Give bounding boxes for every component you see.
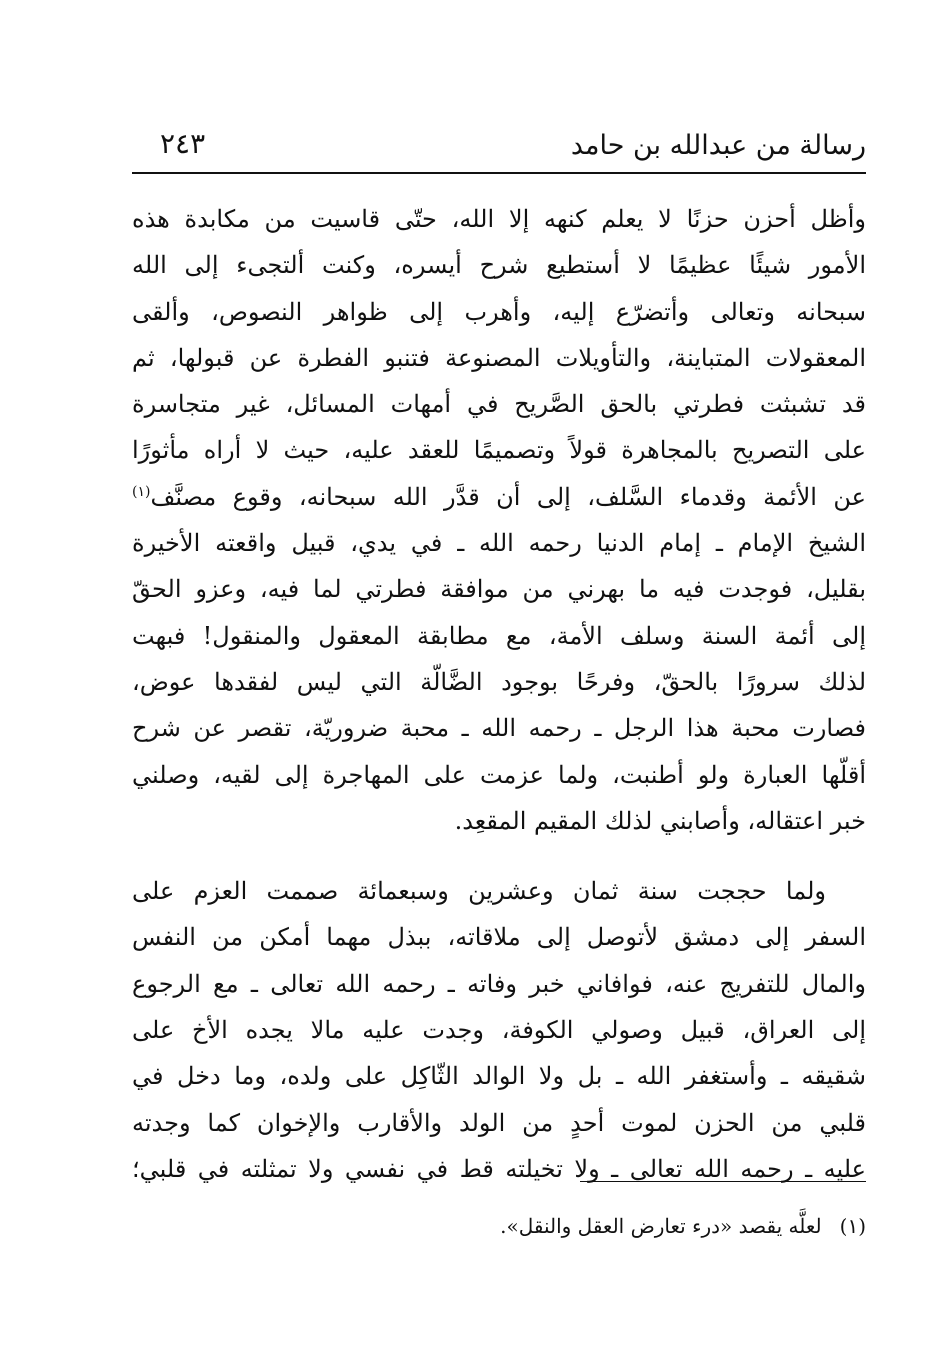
page-number: ٢٤٣ (160, 127, 206, 160)
text-line: أقلّها العبارة ولو أطنبت، ولما عزمت على المهاجرة إلى لقيه، وصلني (132, 760, 866, 789)
footnote-text: لعلَّه يقصد «درء تعارض العقل والنقل». (500, 1214, 822, 1238)
paragraph (132, 868, 866, 1192)
running-title: رسالة من عبدالله بن حامد (570, 130, 866, 161)
text-line-content: عن الأئمة وقدماء السَّلف، إلى أن قدَّر الله سبحانه، وقوع مصنَّف (150, 482, 866, 511)
text-line: المعقولات المتباينة، والتأويلات المصنوعة فتنبو الفطرة عن قبولها، ثم (132, 343, 866, 372)
text-line: شقيقه ـ وأستغفر الله ـ بل ولا الوالد الثّاكِل على ولده، وما دخل في (132, 1062, 866, 1091)
text-line: السفر إلى دمشق لأتوصل إلى ملاقاته، ببذل مهما أمكن من النفس (132, 923, 866, 952)
text-line: والمال للتفريج عنه، فوافاني خبر وفاته ـ رحمه الله تعالى ـ مع الرجوع (132, 969, 866, 998)
text-line: على التصريح بالمجاهرة قولاً وتصميمًا للعقد عليه، حيث لا أراه مأثورًا (132, 436, 866, 465)
text-line: وأظل أحزن حزنًا لا يعلم كنهه إلا الله، حتّى قاسيت من مكابدة هذه (132, 205, 866, 233)
text-line: الأمور شيئًا عظيمًا لا أستطيع شرح أيسره، وكنت ألتجىء إلى الله (132, 251, 866, 280)
text-line (132, 474, 866, 520)
footnote-reference: (١) (132, 483, 151, 500)
page-header (132, 118, 866, 174)
text-line: خبر اعتقاله، وأصابني لذلك المقيم المقعِد. (454, 806, 866, 835)
footnote-separator (580, 1181, 866, 1182)
text-line: الشيخ الإمام ـ إمام الدنيا رحمه الله ـ في يدي، قبيل واقعته الأخيرة (132, 529, 866, 558)
text-line: لذلك سرورًا بالحقّ، وفرحًا بوجود الضَّالّة التي ليس لفقدها عوض، (132, 667, 866, 696)
text-line: إلى أئمة السنة وسلف الأمة، مع مطابقة المعقول والمنقول! فبهت (132, 621, 867, 650)
text-line: إلى العراق، قبيل وصولي الكوفة، وجدت عليه مالا يجده الأخ على (132, 1016, 866, 1045)
text-line: قلبي من الحزن لموت أحدٍ من الولد والأقارب والإخوان كما وجدته (132, 1108, 866, 1137)
footnote (132, 1208, 866, 1244)
text-line: سبحانه وتعالى وأتضرّع إليه، وأهرب إلى ظواهر النصوص، وألقى (132, 297, 866, 326)
footnote-number: (١) (839, 1214, 866, 1238)
paragraph (132, 196, 866, 844)
text-line: عليه ـ رحمه الله تعالى ـ ولا تخيلته قط في نفسي ولا تمثلته في قلبي؛ (132, 1154, 866, 1183)
text-line: بقليل، فوجدت فيه ما بهرني من موافقة فطرتي لما فيه، وعزو الحقّ (132, 575, 866, 604)
text-line: قد تشبثت فطرتي بالحق الصَّريح في أمهات المسائل، غير متجاسرة (132, 390, 866, 419)
body-text (132, 196, 866, 1192)
text-line: فصارت محبة هذا الرجل ـ رحمه الله ـ محبة ضروريّة، تقصر عن شرح (132, 714, 866, 743)
text-line: ولما حججت سنة ثمان وعشرين وسبعمائة صممت العزم على (132, 877, 826, 906)
